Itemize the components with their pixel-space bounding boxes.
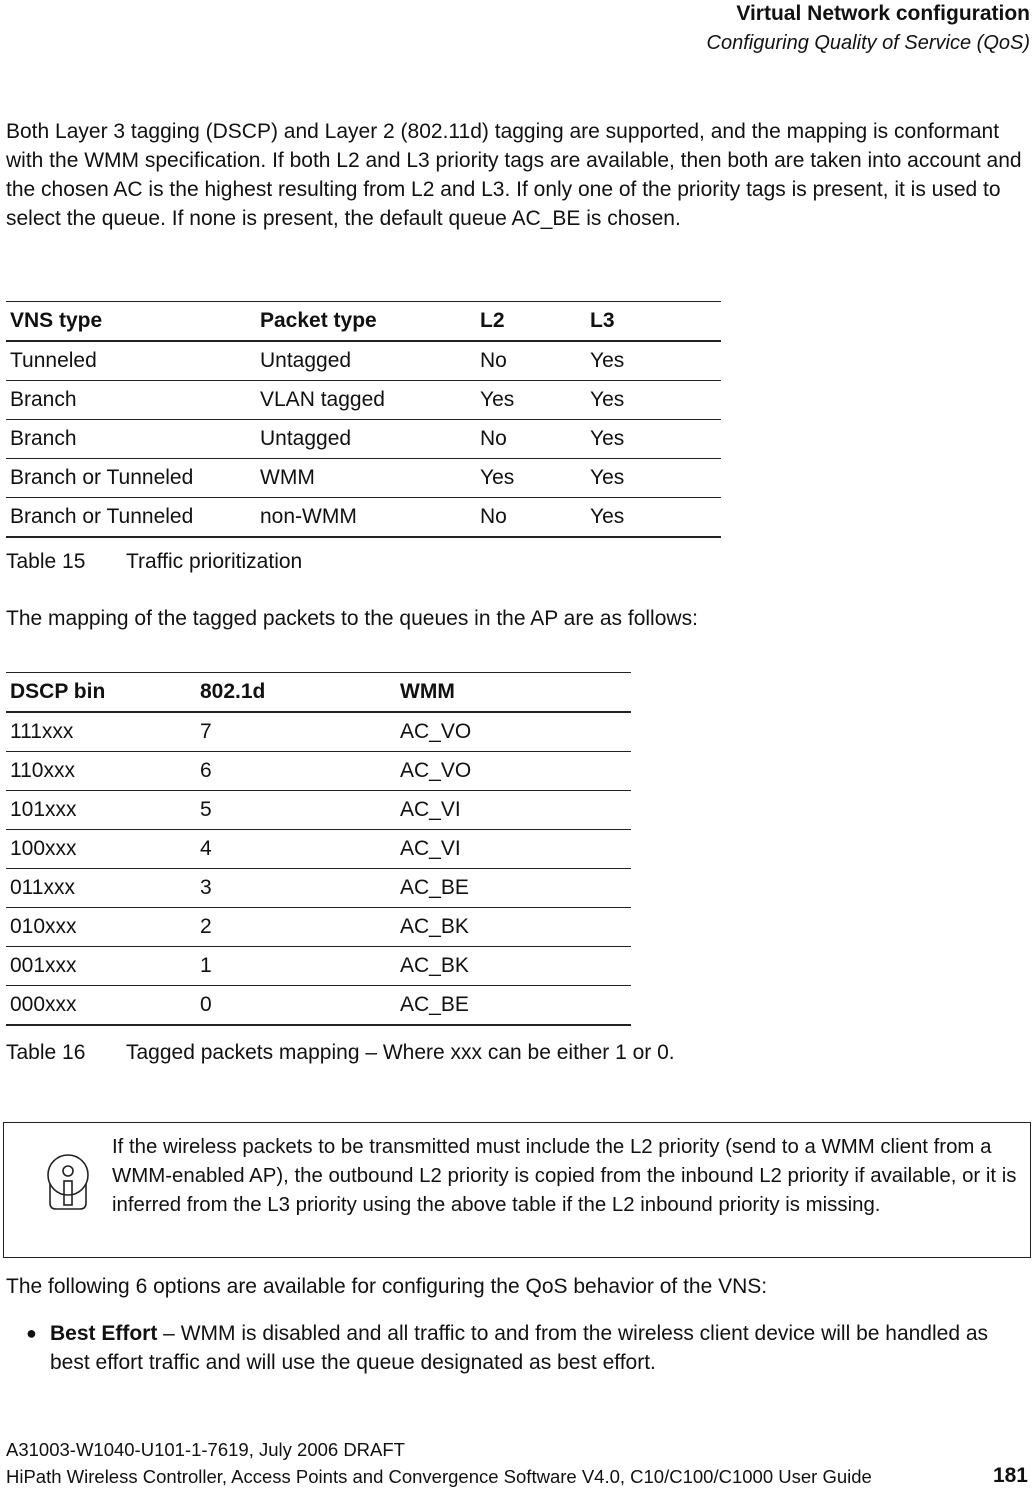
table-cell: Branch or Tunneled [6,459,256,498]
bullet-text: – WMM is disabled and all traffic to and from the wireless client device will be handled as best effort traffic and will use the queue designated as best effort. [50,1322,989,1374]
caption-number: Table 16 [6,1041,86,1064]
note-text: If the wireless packets to be transmitted must include the L2 priority (send to a WMM client from a WMM-enabled AP), the outbound L2 priority is copied from the inbound L2 priority if available, or it is inferred from the L3 priority using the above table if the L2 inbound priority is missing. [112,1136,1017,1216]
table-cell: 1 [196,947,396,986]
header-subtitle: Configuring Quality of Service (QoS) [706,32,1030,54]
table-16-caption [6,1041,675,1065]
table-cell: VLAN tagged [256,381,476,420]
caption-number: Table 15 [6,550,86,573]
column-header: DSCP bin [6,673,196,713]
caption-text: Tagged packets mapping – Where xxx can be either 1 or 0. [126,1041,675,1064]
column-header: WMM [396,673,631,713]
bullet-term: Best Effort [50,1322,158,1345]
column-header: L3 [586,302,721,342]
table-cell: Branch [6,420,256,459]
bullet-content [50,1319,1032,1377]
table-cell: 6 [196,752,396,791]
table-cell: AC_VO [396,752,631,791]
table-row [6,947,631,986]
options-intro: The following 6 options are available for configuring the QoS behavior of the VNS: [6,1275,768,1298]
footer-doc-id: A31003-W1040-U101-1-7619, July 2006 DRAFT [6,1439,405,1460]
table-cell: No [476,498,586,538]
caption-text: Traffic prioritization [126,550,303,573]
table-cell: 7 [196,712,396,752]
table-cell: AC_BE [396,986,631,1026]
table-cell: AC_BK [396,908,631,947]
table-cell: AC_VO [396,712,631,752]
table-cell: 011xxx [6,869,196,908]
table-cell: non-WMM [256,498,476,538]
table-row [6,712,631,752]
table-cell: Branch or Tunneled [6,498,256,538]
table-cell: Yes [476,381,586,420]
table-cell: AC_BK [396,947,631,986]
table-row [6,420,721,459]
table-cell: WMM [256,459,476,498]
table-row [6,830,631,869]
table-cell: AC_BE [396,869,631,908]
table-cell: 110xxx [6,752,196,791]
table-cell: 101xxx [6,791,196,830]
table-row [6,381,721,420]
note-box [3,1122,1031,1258]
header-title: Virtual Network configuration [736,2,1030,25]
table-cell: 5 [196,791,396,830]
table-row [6,986,631,1026]
table-cell: AC_VI [396,830,631,869]
table-cell: Tunneled [6,341,256,381]
table-cell: 2 [196,908,396,947]
table-cell: Yes [586,381,721,420]
table-row [6,869,631,908]
page-number: 181 [992,1464,1028,1487]
table-cell: 000xxx [6,986,196,1026]
table-cell: Yes [476,459,586,498]
table-cell: Yes [586,498,721,538]
table-header-row [6,302,721,342]
column-header: VNS type [6,302,256,342]
column-header: Packet type [256,302,476,342]
table-row [6,752,631,791]
bullet-icon: ● [26,1323,37,1343]
table-cell: No [476,420,586,459]
footer-doc-title: HiPath Wireless Controller, Access Points and Convergence Software V4.0, C10/C100/C1000 User Guide [6,1466,872,1487]
table-cell: Untagged [256,420,476,459]
table-row [6,908,631,947]
table-traffic-prioritization [6,301,721,538]
table-cell: 001xxx [6,947,196,986]
table-cell: 100xxx [6,830,196,869]
table-row [6,341,721,381]
table-cell: Yes [586,459,721,498]
intro-paragraph: Both Layer 3 tagging (DSCP) and Layer 2 (802.11d) tagging are supported, and the mapping is conformant with the WMM specification. If both L2 and L3 priority tags are available, then both are taken into account and the chosen AC is the highest resulting from L2 and L3. If only one of the priority tags is present, it is used to select the queue. If none is present, the default queue AC_BE is chosen. [6,120,1022,230]
column-header: L2 [476,302,586,342]
table-row [6,459,721,498]
column-header: 802.1d [196,673,396,713]
table-cell: 010xxx [6,908,196,947]
table-15-caption [6,550,302,574]
table-cell: No [476,341,586,381]
table-cell: AC_VI [396,791,631,830]
info-icon [44,1151,92,1223]
table-cell: 3 [196,869,396,908]
table-cell: Branch [6,381,256,420]
table-cell: 4 [196,830,396,869]
table-cell: Yes [586,341,721,381]
table-tagged-packets-mapping [6,672,631,1026]
table-row [6,498,721,538]
table-cell: 0 [196,986,396,1026]
table-cell: Untagged [256,341,476,381]
table-cell: Yes [586,420,721,459]
table-header-row [6,673,631,713]
table-row [6,791,631,830]
mapping-intro: The mapping of the tagged packets to the queues in the AP are as follows: [6,607,698,630]
table-cell: 111xxx [6,712,196,752]
